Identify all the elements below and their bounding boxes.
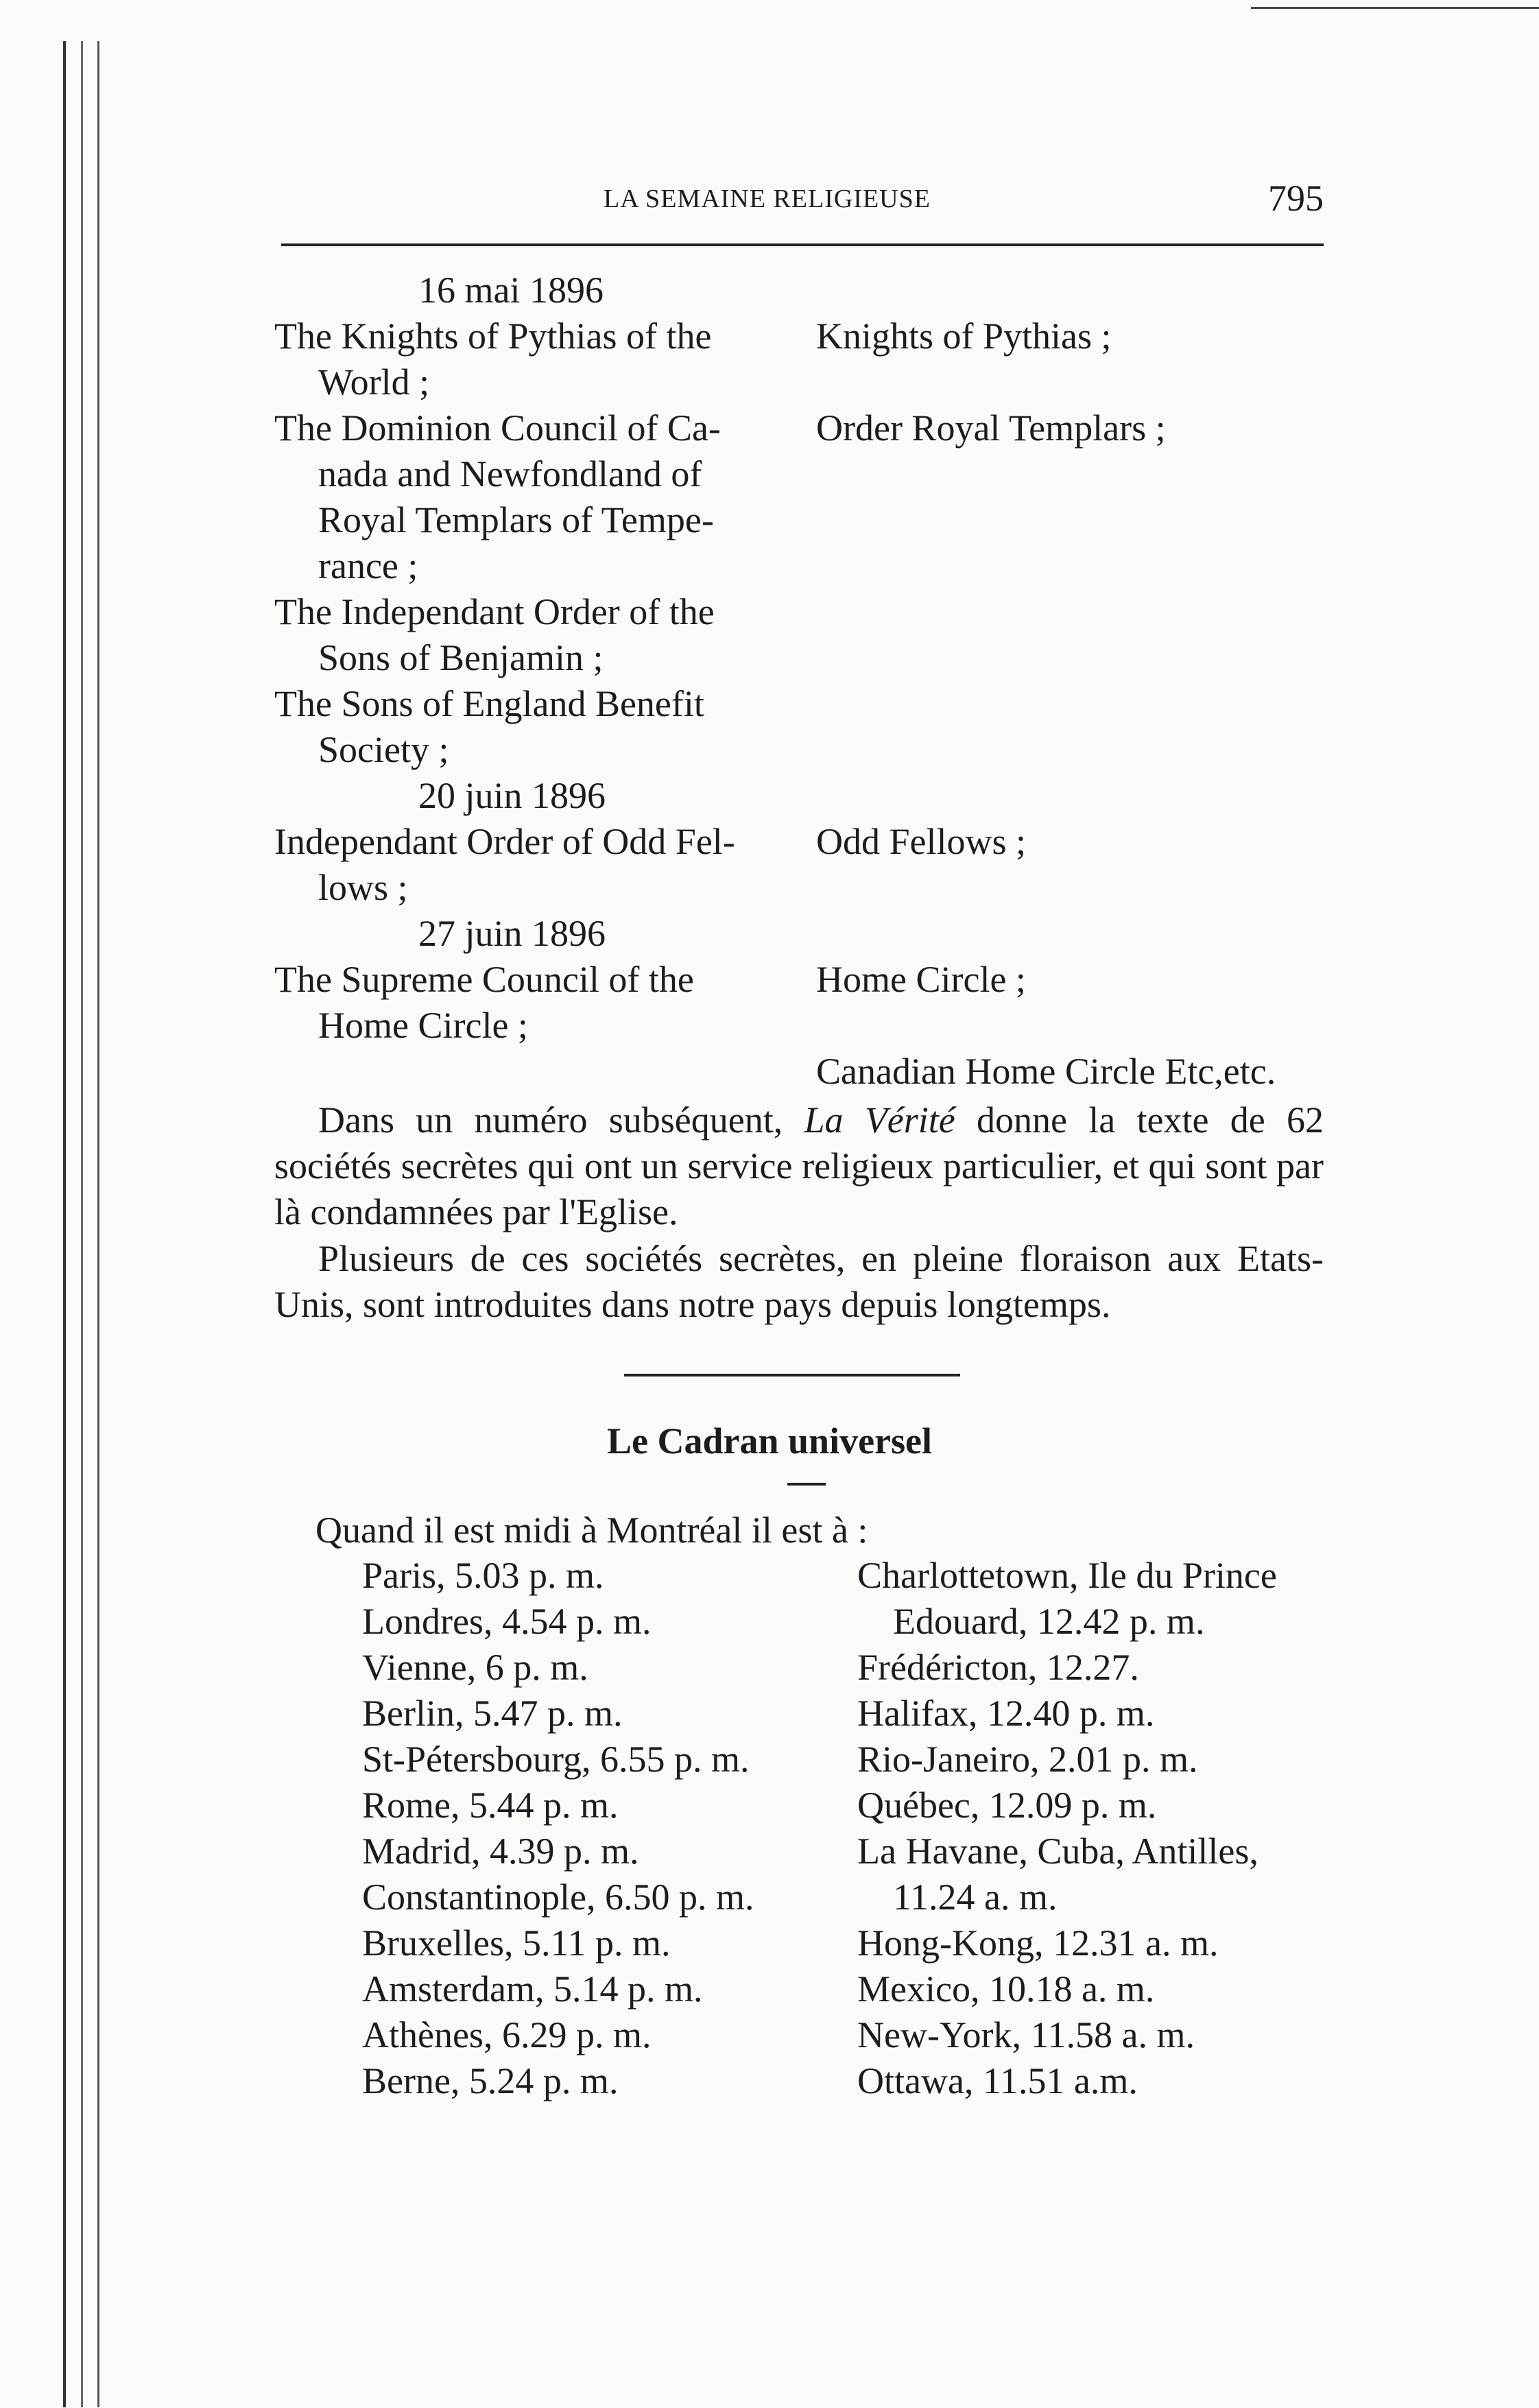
city-time: Québec, 12.09 p. m. xyxy=(857,1785,1157,1826)
section-title: Le Cadran universel xyxy=(606,1420,932,1462)
city-time: Athènes, 6.29 p. m. xyxy=(362,2014,652,2055)
society-name-cont: nada and Newfondland of xyxy=(318,453,702,494)
city-time: Ottawa, 11.51 a.m. xyxy=(857,2060,1138,2101)
city-time: Vienne, 6 p. m. xyxy=(362,1647,588,1688)
running-head: LA SEMAINE RELIGIEUSE xyxy=(604,184,931,213)
binding-line xyxy=(81,41,83,2407)
city-time: Constantinople, 6.50 p. m. xyxy=(362,1876,754,1918)
city-time: Rio-Janeiro, 2.01 p. m. xyxy=(857,1739,1198,1780)
header-rule xyxy=(281,243,1324,246)
list-item xyxy=(274,405,1331,451)
city-time: New-York, 11.58 a. m. xyxy=(857,2014,1195,2055)
city-time: Amsterdam, 5.14 p. m. xyxy=(362,1968,703,2010)
society-name-cont: rance ; xyxy=(318,545,418,586)
city-time: La Havane, Cuba, Antilles, xyxy=(857,1831,1258,1872)
society-name-cont: Home Circle ; xyxy=(318,1005,528,1046)
society-name: Independant Order of Odd Fel- xyxy=(274,821,735,862)
society-name: The Supreme Council of the xyxy=(274,959,694,1000)
journal-title: La Vérité xyxy=(804,1099,955,1141)
city-list-left xyxy=(362,1553,754,2104)
society-short: Odd Fellows ; xyxy=(816,821,1027,862)
society-name-cont: Society ; xyxy=(318,729,449,770)
city-time-cont: Edouard, 12.42 p. m. xyxy=(893,1601,1205,1642)
society-name-cont: Sons of Benjamin ; xyxy=(318,637,604,678)
city-time: Charlottetown, Ile du Prince xyxy=(857,1555,1277,1596)
date-heading: 20 juin 1896 xyxy=(418,775,606,816)
society-name: The Dominion Council of Ca- xyxy=(274,407,721,449)
page-number: 795 xyxy=(1268,178,1324,219)
society-name-cont: World ; xyxy=(318,361,430,403)
paragraph xyxy=(274,1097,1324,1235)
city-time: Mexico, 10.18 a. m. xyxy=(857,1968,1155,2010)
society-short: Home Circle ; xyxy=(816,959,1026,1000)
society-name: The Independant Order of the xyxy=(274,591,715,632)
society-short: Order Royal Templars ; xyxy=(816,407,1166,449)
intro-line: Quand il est midi à Montréal il est à : xyxy=(315,1510,868,1551)
city-time: Rome, 5.44 p. m. xyxy=(362,1785,619,1826)
society-list xyxy=(274,267,1331,1095)
title-dash xyxy=(787,1483,826,1486)
section-separator xyxy=(624,1374,960,1376)
city-time: St-Pétersbourg, 6.55 p. m. xyxy=(362,1739,750,1780)
city-time: Frédéricton, 12.27. xyxy=(857,1647,1139,1688)
list-item xyxy=(274,957,1331,1003)
society-name-cont: lows ; xyxy=(318,867,408,908)
list-item xyxy=(274,819,1331,865)
corner-mark xyxy=(1251,7,1539,9)
city-time: Londres, 4.54 p. m. xyxy=(362,1601,652,1642)
list-item xyxy=(274,589,1331,635)
page-header xyxy=(281,178,1324,225)
city-time: Halifax, 12.40 p. m. xyxy=(857,1693,1155,1734)
paragraph-text: Plusieurs de ces sociétés secrètes, en pleine floraison aux Etats-Unis, sont introduites dans notre pays depuis longtemps. xyxy=(274,1238,1324,1325)
paragraph xyxy=(274,1236,1324,1328)
date-heading: 27 juin 1896 xyxy=(418,913,606,954)
city-time: Bruxelles, 5.11 p. m. xyxy=(362,1922,671,1964)
city-time: Berlin, 5.47 p. m. xyxy=(362,1693,623,1734)
society-short: Canadian Home Circle Etc,etc. xyxy=(816,1051,1276,1092)
paragraph-lead: Dans un numéro subséquent, xyxy=(318,1099,783,1141)
city-list-right xyxy=(857,1553,1324,2104)
city-time: Madrid, 4.39 p. m. xyxy=(362,1831,639,1872)
list-item xyxy=(274,1049,1331,1095)
city-time-cont: 11.24 a. m. xyxy=(893,1876,1058,1918)
city-time: Hong-Kong, 12.31 a. m. xyxy=(857,1922,1219,1964)
city-time: Paris, 5.03 p. m. xyxy=(362,1555,604,1596)
society-name: The Sons of England Benefit xyxy=(274,683,704,724)
paragraph-rest: donne la texte de 62 sociétés secrètes qui ont un service religieux particulier, et qui sont par là condamnées par l'Eglise. xyxy=(274,1099,1324,1232)
city-time: Berne, 5.24 p. m. xyxy=(362,2060,619,2101)
list-item xyxy=(274,681,1331,727)
society-name-cont: Royal Templars of Tempe- xyxy=(318,499,714,540)
society-short: Knights of Pythias ; xyxy=(816,315,1112,357)
list-item xyxy=(274,313,1331,359)
society-name: The Knights of Pythias of the xyxy=(274,315,712,357)
date-heading: 16 mai 1896 xyxy=(418,270,604,311)
